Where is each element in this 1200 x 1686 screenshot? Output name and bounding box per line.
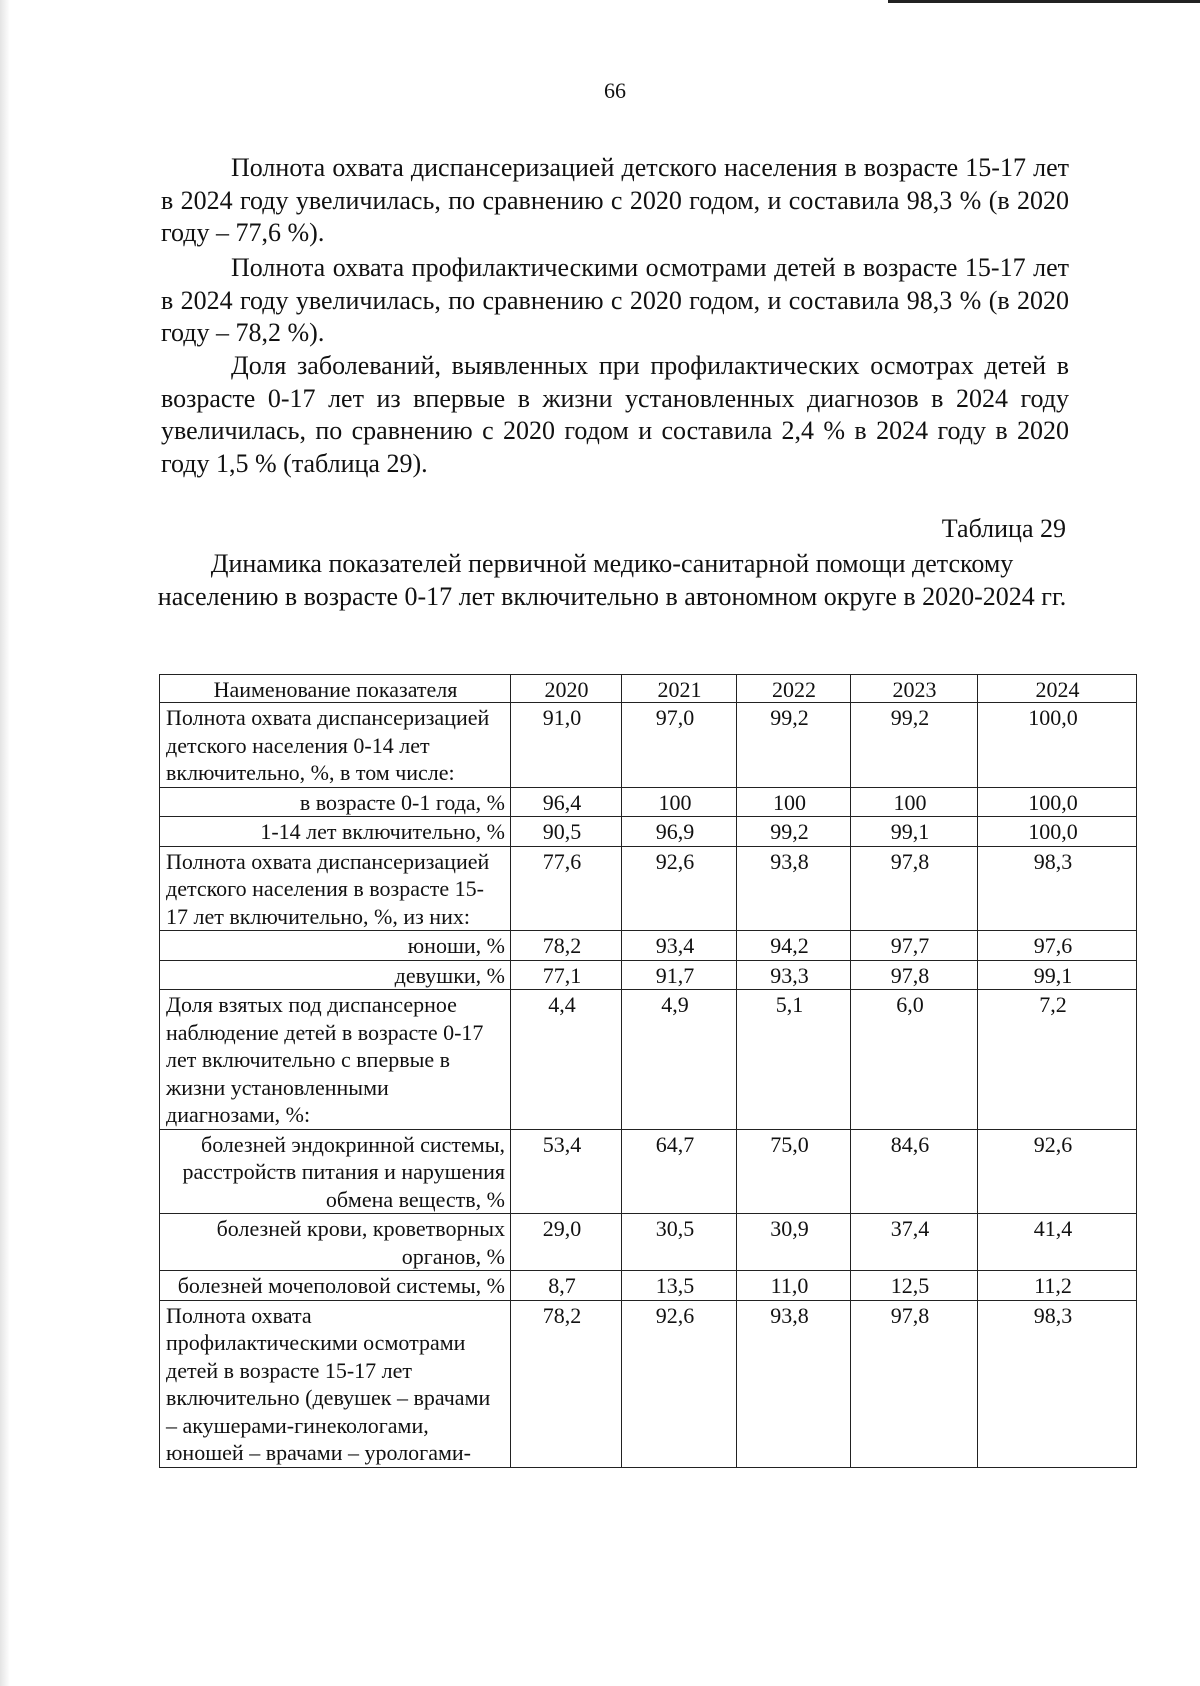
scan-left-edge <box>0 0 10 1686</box>
cell-2024: 11,2 <box>978 1271 1137 1301</box>
cell-2020: 96,4 <box>511 787 622 817</box>
cell-2022: 93,8 <box>737 1300 851 1467</box>
table-row <box>160 787 1137 817</box>
cell-2022: 93,3 <box>737 960 851 990</box>
cell-2022: 93,8 <box>737 846 851 931</box>
cell-2022: 100 <box>737 787 851 817</box>
cell-2023: 99,2 <box>851 703 978 788</box>
row-label: 1-14 лет включительно, % <box>160 817 511 847</box>
table-row <box>160 703 1137 788</box>
row-label: Доля взятых под диспансерное наблюдение детей в возрасте 0-17 лет включительно с впервые в жизни установленными диагнозами, %: <box>160 990 511 1130</box>
cell-2023: 97,8 <box>851 960 978 990</box>
table-row <box>160 990 1137 1130</box>
cell-2023: 97,8 <box>851 846 978 931</box>
cell-2020: 29,0 <box>511 1214 622 1271</box>
cell-2024: 92,6 <box>978 1129 1137 1214</box>
table-header-row <box>160 675 1137 703</box>
table-row <box>160 931 1137 961</box>
cell-2024: 41,4 <box>978 1214 1137 1271</box>
cell-2020: 78,2 <box>511 931 622 961</box>
cell-2024: 98,3 <box>978 1300 1137 1467</box>
cell-2020: 91,0 <box>511 703 622 788</box>
paragraph-2: Полнота охвата профилактическими осмотрами детей в возрасте 15-17 лет в 2024 году увеличилась, по сравнению с 2020 годом, и составила 98,3 % (в 2020 году – 78,2 %). <box>161 253 1069 347</box>
cell-2024: 98,3 <box>978 846 1137 931</box>
row-label: юноши, % <box>160 931 511 961</box>
table-row <box>160 1300 1137 1467</box>
header-year-2022: 2022 <box>737 675 851 703</box>
table-caption: Динамика показателей первичной медико-санитарной помощи детскому населению в возрасте 0-17 лет включительно в автономном округе в 2020-2024 гг. <box>157 549 1067 611</box>
row-label: Полнота охвата профилактическими осмотрами детей в возрасте 15-17 лет включительно (девушек – врачами – акушерами-гинекологами, юношей – врачами – урологами- <box>160 1300 511 1467</box>
table-row <box>160 960 1137 990</box>
cell-2022: 99,2 <box>737 703 851 788</box>
cell-2023: 84,6 <box>851 1129 978 1214</box>
cell-2023: 6,0 <box>851 990 978 1130</box>
cell-2022: 94,2 <box>737 931 851 961</box>
row-label: болезней мочеполовой системы, % <box>160 1271 511 1301</box>
cell-2024: 99,1 <box>978 960 1137 990</box>
row-label: девушки, % <box>160 960 511 990</box>
row-label: болезней крови, кроветворных органов, % <box>160 1214 511 1271</box>
cell-2021: 92,6 <box>622 846 737 931</box>
cell-2020: 78,2 <box>511 1300 622 1467</box>
scan-top-rule <box>888 0 1200 3</box>
cell-2023: 97,7 <box>851 931 978 961</box>
cell-2021: 4,9 <box>622 990 737 1130</box>
cell-2022: 5,1 <box>737 990 851 1130</box>
header-year-2020: 2020 <box>511 675 622 703</box>
cell-2021: 13,5 <box>622 1271 737 1301</box>
paragraph-1: Полнота охвата диспансеризацией детского населения в возрасте 15-17 лет в 2024 году увеличилась, по сравнению с 2020 годом, и составила 98,3 % (в 2020 году – 77,6 %). <box>161 153 1069 247</box>
table-row <box>160 1271 1137 1301</box>
cell-2024: 7,2 <box>978 990 1137 1130</box>
cell-2021: 64,7 <box>622 1129 737 1214</box>
cell-2021: 92,6 <box>622 1300 737 1467</box>
table-row <box>160 846 1137 931</box>
row-label: Полнота охвата диспансеризацией детского населения в возрасте 15-17 лет включительно, %, из них: <box>160 846 511 931</box>
table-row <box>160 817 1137 847</box>
cell-2023: 12,5 <box>851 1271 978 1301</box>
cell-2021: 96,9 <box>622 817 737 847</box>
row-label: болезней эндокринной системы, расстройств питания и нарушения обмена веществ, % <box>160 1129 511 1214</box>
cell-2020: 77,6 <box>511 846 622 931</box>
cell-2021: 97,0 <box>622 703 737 788</box>
header-year-2024: 2024 <box>978 675 1137 703</box>
cell-2024: 100,0 <box>978 703 1137 788</box>
cell-2021: 100 <box>622 787 737 817</box>
cell-2021: 93,4 <box>622 931 737 961</box>
paragraph-3: Доля заболеваний, выявленных при профилактических осмотрах детей в возрасте 0-17 лет из впервые в жизни установленных диагнозов в 2024 году увеличилась, по сравнению с 2020 годом и составила 2,4 % в 2024 году в 2020 году 1,5 % (таблица 29). <box>161 351 1069 478</box>
cell-2022: 99,2 <box>737 817 851 847</box>
header-year-2021: 2021 <box>622 675 737 703</box>
cell-2023: 100 <box>851 787 978 817</box>
cell-2020: 4,4 <box>511 990 622 1130</box>
cell-2023: 99,1 <box>851 817 978 847</box>
cell-2023: 97,8 <box>851 1300 978 1467</box>
row-label: в возрасте 0-1 года, % <box>160 787 511 817</box>
cell-2022: 30,9 <box>737 1214 851 1271</box>
page-number: 66 <box>604 78 626 103</box>
cell-2020: 77,1 <box>511 960 622 990</box>
cell-2022: 11,0 <box>737 1271 851 1301</box>
header-year-2023: 2023 <box>851 675 978 703</box>
table-label: Таблица 29 <box>941 514 1066 543</box>
cell-2020: 53,4 <box>511 1129 622 1214</box>
cell-2020: 90,5 <box>511 817 622 847</box>
table-row <box>160 1129 1137 1214</box>
cell-2021: 30,5 <box>622 1214 737 1271</box>
cell-2024: 100,0 <box>978 787 1137 817</box>
cell-2024: 97,6 <box>978 931 1137 961</box>
cell-2020: 8,7 <box>511 1271 622 1301</box>
row-label: Полнота охвата диспансеризацией детского населения 0-14 лет включительно, %, в том числе: <box>160 703 511 788</box>
cell-2021: 91,7 <box>622 960 737 990</box>
header-indicator-name: Наименование показателя <box>160 675 511 703</box>
cell-2022: 75,0 <box>737 1129 851 1214</box>
cell-2024: 100,0 <box>978 817 1137 847</box>
table-row <box>160 1214 1137 1271</box>
cell-2023: 37,4 <box>851 1214 978 1271</box>
indicator-table <box>159 674 1137 1468</box>
